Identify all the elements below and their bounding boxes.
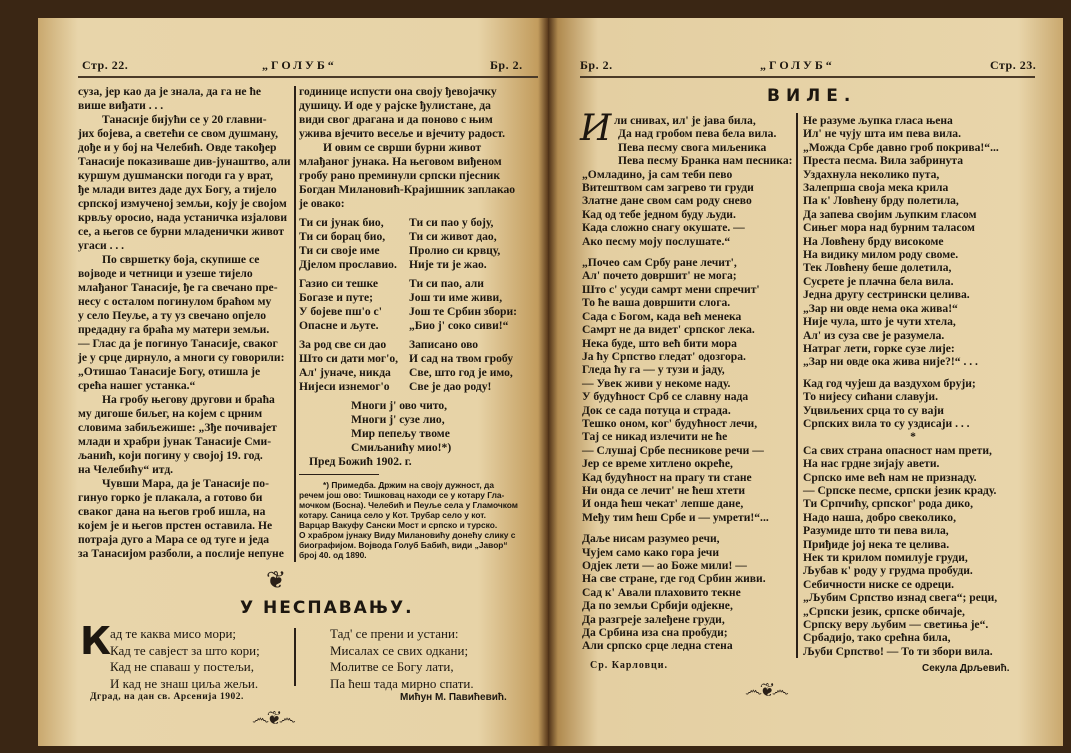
- text-line: срећа нашег устанка.“: [78, 379, 196, 392]
- text-line: Све, што год је имо,: [409, 366, 513, 379]
- text-line: „Омладино, ја сам теби пево: [582, 167, 733, 181]
- text-line: Једна другу сестрински целива.: [803, 288, 970, 302]
- text-line: „Био ј' соко сиви!“: [409, 319, 509, 332]
- header-rule: [78, 76, 538, 78]
- text-line: На видику милом роду своме.: [803, 248, 959, 262]
- text-line: Са свих страна опасност нам прети,: [803, 443, 992, 457]
- text-line: Не разуме љупка гласа њена: [803, 114, 953, 127]
- text-line: Српских вила то су уздисаји . . .: [803, 416, 970, 430]
- text-line: Даље нисам разумео речи,: [582, 532, 720, 546]
- text-line: Залепрша своја мека крила: [803, 181, 949, 195]
- text-line: му дигоше биљег, на којем с црним: [78, 407, 263, 420]
- text-line: То нијесу сићани славуји.: [803, 390, 938, 404]
- text-line: У бојеве пш'о с': [299, 305, 382, 318]
- text-line: Па ћеш тада мирно спати.: [330, 675, 474, 691]
- poem-stanza: [299, 277, 535, 333]
- text-line: више виђати . . .: [78, 99, 164, 112]
- text-line: Ал' јуначе, никда: [299, 366, 391, 379]
- poem-title: У НЕСПАВАЊУ.: [240, 598, 414, 618]
- text-line: Кад од тебе једном буду људи.: [582, 207, 736, 221]
- text-line: за Танасијом разболи, а послије непуне: [78, 547, 284, 560]
- text-line: у село Пеуље, а ту уз свечано опјело: [78, 309, 267, 322]
- text-line: потраја дуго а Мара се од туге и једа: [78, 533, 270, 546]
- text-line: Сињег мора над бурним таласом: [803, 221, 975, 235]
- text-line: — Слушај Србе песникове речи —: [582, 443, 764, 457]
- text-line: Љубав к' роду у грудма пробуди.: [803, 564, 973, 578]
- text-line: *) Примедба. Држим на своју дужност, да: [323, 480, 494, 490]
- text-line: „Зар ни овде нема ока жива!“: [803, 301, 958, 315]
- text-line: Кад не спаваш у постељи,: [110, 659, 255, 674]
- section-asterisk: *: [910, 430, 916, 444]
- text-line: дође и у бој на Челебић. Овде такођер: [78, 141, 277, 154]
- page-number: Стр. 22.: [82, 58, 129, 72]
- text-line: Да запева својим љупким гласом: [803, 207, 977, 221]
- footnote: [299, 480, 535, 560]
- text-line: Златне дане свом сам роду снево: [582, 194, 752, 208]
- text-line: Разумиде што ти пева вила,: [803, 524, 949, 538]
- text-line: На нас грдне зијају авети.: [803, 457, 940, 471]
- poem-right-stanza: [330, 626, 474, 692]
- text-line: суза, јер као да је знала, да га не ће: [78, 85, 262, 98]
- text-line: Записано ово: [409, 338, 479, 351]
- magazine-title: „ГОЛУБ“: [760, 58, 835, 72]
- text-line: Тад' се прени и устани:: [330, 626, 459, 641]
- text-line: ђе млади витез даде дух Богу, а тијело: [78, 183, 277, 196]
- poem-stanza: [299, 338, 535, 394]
- text-line: По свршетку боја, скупише се: [102, 253, 260, 266]
- text-line: Ја ћу Српство гледат' одозгора.: [582, 349, 746, 363]
- page-number: Стр. 23.: [990, 58, 1037, 72]
- column-divider: [294, 86, 296, 562]
- text-line: Ти си пао, али: [409, 277, 484, 290]
- text-line: љанић, који погину у својој 19. год.: [78, 449, 263, 462]
- text-line: Пред Божић 1902. г.: [309, 455, 412, 468]
- text-line: гробу рано преминули српски пјесник: [299, 169, 500, 182]
- text-line: Када сложно снагу окушате. —: [582, 221, 745, 235]
- text-line: „Почео сам Србу ране лечит',: [582, 256, 737, 270]
- text-line: мочком (Босна). Челебић и Пеуље села у Гламочком: [299, 500, 519, 510]
- poem-stanza: [299, 216, 535, 272]
- poem-final-stanza: [299, 399, 535, 455]
- text-line: Јер се време хитлено окреће,: [582, 457, 733, 471]
- text-line: У будућност Срб се славну нада: [582, 390, 749, 404]
- poem-divider: [294, 628, 296, 686]
- text-line: словима забиљежише: „Зђе почиваjет: [78, 421, 277, 434]
- text-line: Ако песму моју послушате.“: [582, 234, 731, 248]
- text-line: Што с' усуди самрт мени спречит': [582, 282, 760, 296]
- text-line: млађаног Танасије, ђе га свечано пре-: [78, 281, 278, 294]
- text-line: Ал' из суза све је разумела.: [803, 328, 945, 342]
- text-line: „Српски језик, српске обичаје,: [803, 604, 965, 618]
- text-line: Ти си пао у боју,: [409, 216, 494, 229]
- text-line: Сад к' Авали плаховито текне: [582, 585, 741, 599]
- text-line: Уздахнула неколико пута,: [803, 167, 940, 181]
- text-line: Сада с Богом, када већ менека: [582, 309, 742, 323]
- text-line: јих бојева, а светећи се свом душману,: [78, 127, 278, 140]
- text-line: „Отишао Танасије Богу, отишла је: [78, 365, 261, 378]
- text-line: Све је дао роду!: [409, 380, 492, 393]
- text-line: годинице испусти она своју ђевојачку: [299, 85, 497, 98]
- poem-left-stanza: [110, 626, 260, 692]
- text-line: То ће ваша довршити слога.: [582, 296, 731, 310]
- text-line: Гледа ћу га — у тузи и јаду,: [582, 363, 725, 377]
- text-line: гинуо горко је плакала, а готово би: [78, 491, 263, 504]
- text-line: Али српско срце ледна стена: [582, 639, 733, 653]
- text-line: угаси . . .: [78, 239, 125, 252]
- text-line: котару. Саница село у Кот. Трубар село у кот.: [299, 510, 486, 520]
- left-column-1: [78, 85, 291, 561]
- floral-ornament: ❦: [266, 568, 285, 594]
- text-line: Натраг лети, горке сузе лије:: [803, 341, 955, 355]
- right-column-1: [582, 114, 793, 653]
- text-line: ли снивах, ил' је јава била,: [614, 114, 756, 127]
- text-line: Надо наша, добро свеколико,: [803, 510, 956, 524]
- text-line: Док се сада потуца и страда.: [582, 403, 731, 417]
- text-line: Што си дати мог'о,: [299, 352, 399, 365]
- column-divider: [796, 113, 798, 658]
- text-line: — Српске песме, српски језик краду.: [803, 483, 997, 497]
- text-line: Мир пепељу твоме: [351, 427, 450, 440]
- text-line: Тај се никад излечити не ће: [582, 430, 728, 444]
- text-line: — Глас да је погинуо Танасије, сваког: [78, 337, 278, 350]
- text-line: — Увек живи у некоме наду.: [582, 376, 731, 390]
- text-line: Српску веру љубим — светиња је“.: [803, 618, 989, 632]
- text-line: Да по земљи Србији одјекне,: [582, 599, 733, 613]
- text-line: На све стране, где год Србин живи.: [582, 572, 766, 586]
- text-line: Танасије бијући се у 20 главни-: [102, 113, 267, 126]
- issue-number: Бр. 2.: [580, 58, 613, 72]
- text-line: Још те Србин збори:: [409, 305, 517, 318]
- text-line: се, а његов се бурни младенички живот: [78, 225, 285, 238]
- text-line: на Челебићу“ итд.: [78, 463, 174, 476]
- header-rule: [580, 76, 1035, 78]
- text-line: Молитве се Богу лати,: [330, 659, 454, 674]
- text-line: млађаног јунака. На његовом виђеном: [299, 155, 502, 168]
- text-line: За род све си дао: [299, 338, 387, 351]
- text-line: несу с осталом погинулом браћом му: [78, 295, 272, 308]
- text-line: Тешко оном, ког' будућност лечи,: [582, 416, 758, 430]
- text-line: Љуби Српство! — То ти збори вила.: [803, 644, 993, 658]
- text-line: И сад на твом гробу: [409, 352, 514, 365]
- text-line: Да разгреје залеђене груди,: [582, 612, 725, 626]
- poem-place-date: Дград, на дан св. Арсенија 1902.: [90, 692, 244, 702]
- text-line: српској измученој земљи, коју је својом: [78, 197, 287, 210]
- text-line: Ти си јунак био,: [299, 216, 384, 229]
- issue-number: Бр. 2.: [490, 58, 523, 72]
- text-line: Да над гробом пева бела вила.: [618, 127, 777, 141]
- text-line: Пева песму свога миљеника: [618, 140, 767, 154]
- text-line: Ал' почето довршит' не мога;: [582, 269, 737, 283]
- text-line: „Мождa Србе давно гроб покрива!“...: [803, 140, 999, 154]
- text-line: Нека буде, што већ бити мора: [582, 336, 737, 350]
- drop-cap: К: [80, 619, 112, 663]
- text-line: Чујем само како гора јечи: [582, 545, 720, 559]
- text-line: Богдан Милановић-Крајишник заплакао: [299, 183, 516, 196]
- text-line: Ти си своје име: [299, 244, 380, 257]
- text-line: Преста песма. Вила забринута: [803, 154, 964, 168]
- text-line: душицу. И оде у рајске ђулистане, да: [299, 99, 491, 112]
- text-line: И овим се сврши бурни живот: [323, 141, 482, 154]
- text-line: О храбром јунаку Виду Милановићу донећу слику с: [299, 530, 516, 540]
- text-line: Међу тим ћеш Србе и — умрети!“...: [582, 510, 769, 524]
- text-line: Чувши Мара, да је Танасије по-: [102, 477, 269, 490]
- text-line: Многи ј' ово чито,: [351, 399, 448, 412]
- text-line: Српско име већ нам не признаду.: [803, 470, 977, 484]
- text-line: Танасије показиваше див-јунаштво, али: [78, 155, 291, 168]
- footnote-rule: [299, 474, 379, 475]
- right-column-2: [803, 114, 1023, 658]
- text-line: којем је и његов прстен оставила. Не: [78, 519, 273, 532]
- text-line: Кад год чујеш да ваздухом бруји;: [803, 376, 976, 390]
- poem-place: Ср. Карловци.: [590, 660, 668, 671]
- text-line: Србадијо, тако срећна била,: [803, 631, 951, 645]
- text-line: крвљу оросио, нада устаничка изјалови: [78, 211, 287, 224]
- text-line: види свог драгана и да поново с њим: [299, 113, 493, 126]
- magazine-title: „ГОЛУБ“: [262, 58, 337, 72]
- text-line: Богазе и путе;: [299, 291, 373, 304]
- text-line: војводе и четници и узеше тијело: [78, 267, 253, 280]
- text-line: је овако:: [299, 197, 345, 210]
- text-line: Ни онда се лечит' не ћеш хтети: [582, 483, 746, 497]
- text-line: ад те каква мисо мори;: [110, 626, 237, 641]
- scroll-ornament: ෴❦෴: [745, 680, 787, 700]
- poem-author: Мићун М. Павићевић.: [400, 692, 507, 703]
- text-line: Ил' не чују шта им пева вила.: [803, 127, 961, 141]
- text-line: Ти си борац био,: [299, 230, 386, 243]
- text-line: „Зар ни овде ока жива није?!“ . . .: [803, 355, 978, 369]
- text-line: Мисалах се свих одкани;: [330, 642, 469, 658]
- text-line: Још ти име живи,: [409, 291, 503, 304]
- text-line: Опасне и љуте.: [299, 319, 379, 332]
- text-line: Кад будућност на прагу ти стане: [582, 470, 752, 484]
- text-line: Пролио си крвцу,: [409, 244, 501, 257]
- text-line: Витештвом сам загрево ти груди: [582, 181, 754, 195]
- text-line: је у срце дирнуло, а многи су говорили:: [78, 351, 285, 364]
- text-line: Кад те савјест за што кори;: [110, 642, 260, 658]
- text-line: млади и храбри јунак Танасије Сми-: [78, 435, 272, 448]
- text-line: Самрт не да видет' српског лека.: [582, 323, 755, 337]
- poem-author: Секула Дрљевић.: [922, 663, 1010, 674]
- text-line: И онда ћеш чекат' лепше дане,: [582, 497, 744, 511]
- text-line: ужива вјечито весеље и вјечиту радост.: [299, 127, 505, 140]
- text-line: број 40. од 1890.: [299, 550, 367, 560]
- text-line: Нек ти крилом помилује груди,: [803, 551, 968, 564]
- text-line: предадну га браћа му матери земљи.: [78, 323, 270, 336]
- text-line: Ти си живот дао,: [409, 230, 497, 243]
- text-line: Није чула, што је чути хтела,: [803, 315, 956, 329]
- text-line: биографијом. Војвода Голуб Бабић, види „Јавор“: [299, 540, 508, 550]
- text-line: Смиљанићу мио!*): [351, 441, 452, 454]
- text-line: Нијеси изнемог'о: [299, 380, 390, 393]
- text-line: Сусрете је плачна бела вила.: [803, 274, 954, 288]
- text-line: Себичности ниске се одреци.: [803, 577, 955, 591]
- text-line: На Ловћену брду високоме: [803, 234, 944, 248]
- left-column-2: [299, 85, 535, 560]
- scroll-ornament: ෴❦෴: [252, 708, 294, 728]
- text-line: Тек Ловћену беше долетила,: [803, 261, 952, 275]
- text-line: На гробу његову другови и браћа: [102, 393, 275, 406]
- text-line: Није ти је жао.: [409, 258, 487, 271]
- text-line: Одјек лети — ао Боже мили! —: [582, 559, 747, 572]
- text-line: Газио си тешке: [299, 277, 379, 290]
- text-line: речем још ово: Тишковац находи се у котару Гла-: [299, 490, 505, 500]
- text-line: Многи ј' сузе лио,: [351, 413, 445, 426]
- text-line: куршум душмански погоди га у врат,: [78, 169, 274, 182]
- drop-cap: И: [580, 108, 612, 149]
- poem-title: ВИЛЕ.: [767, 86, 857, 106]
- text-line: сваког дана на његов гроб ишла, на: [78, 505, 266, 518]
- text-line: Да Србина иза сна пробуди;: [582, 626, 728, 640]
- text-line: Приђиде јој нека те целива.: [803, 537, 950, 551]
- text-line: „Љубим Српство изнад свега“; реци,: [803, 591, 998, 605]
- text-line: Варцар Вакуфу Сански Мост и српско и турско.: [299, 520, 498, 530]
- text-line: Дјелом прославио.: [299, 258, 397, 271]
- text-line: Па к' Ловћену брду полетила,: [803, 194, 959, 208]
- text-line: Ти Српчићу, српског' рода дико,: [803, 497, 973, 511]
- text-line: Пева песму Бранка нам песника:: [618, 154, 793, 168]
- text-line: И кад не знаш циља жељи.: [110, 675, 259, 691]
- text-line: Уцвиљених срца то су ваји: [803, 403, 944, 417]
